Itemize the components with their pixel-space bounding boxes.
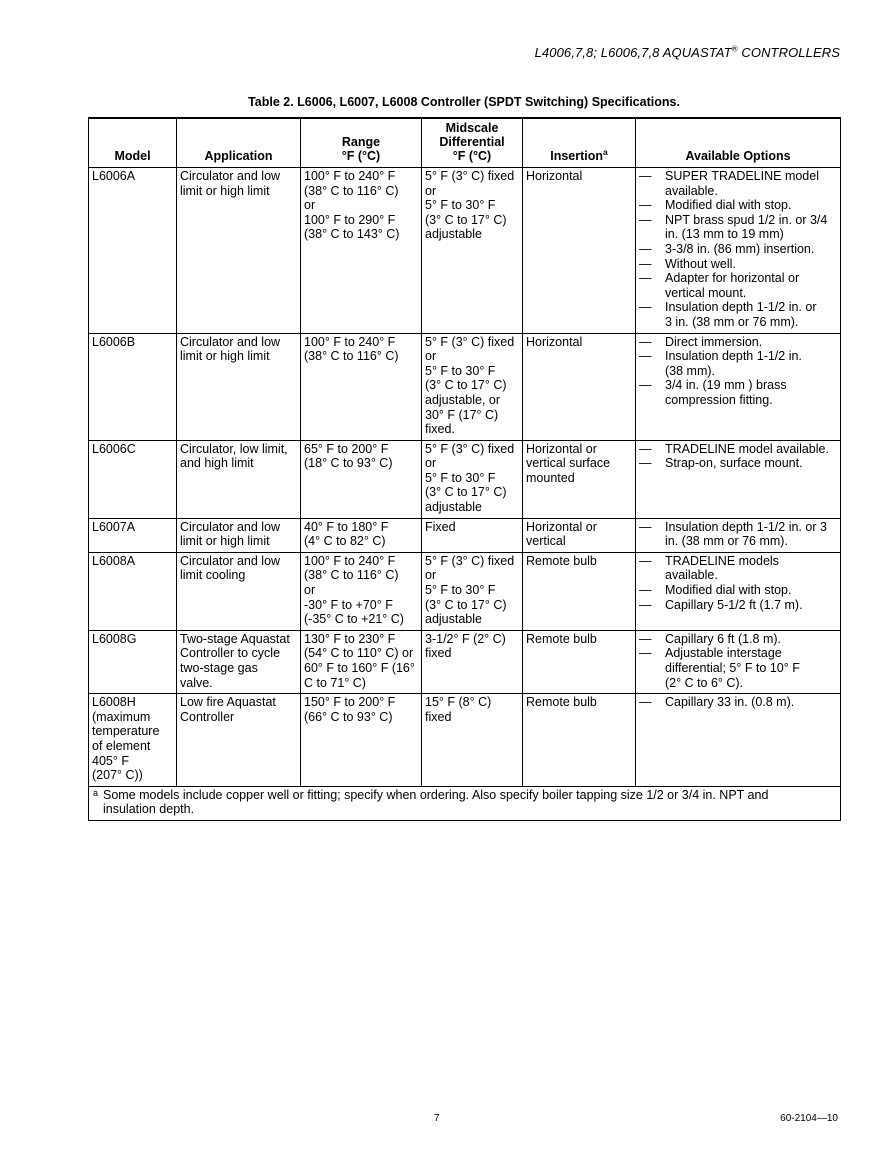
option-item bbox=[639, 442, 837, 457]
footnote-mark: a bbox=[93, 787, 99, 798]
footnote-row bbox=[89, 786, 841, 820]
option-text: 3/4 in. (19 mm ) brass compression fitting. bbox=[665, 378, 787, 407]
cell-application: Two-stage Aquastat Controller to cycle two-stage gas valve. bbox=[177, 630, 301, 693]
cell-range: 40° F to 180° F (4° C to 82° C) bbox=[301, 518, 422, 552]
option-text: Insulation depth 1-1/2 in. or 3 in. (38 mm or 76 mm). bbox=[665, 519, 827, 549]
table-row bbox=[89, 440, 841, 518]
cell-differential: 5° F (3° C) fixed or 5° F to 30° F (3° C to 17° C) adjustable bbox=[422, 552, 523, 630]
cell-application: Circulator, low limit, and high limit bbox=[177, 440, 301, 518]
option-dash: — bbox=[639, 553, 652, 568]
cell-differential: 15° F (8° C) fixed bbox=[422, 694, 523, 787]
option-dash: — bbox=[639, 456, 652, 471]
cell-model: L6006B bbox=[89, 333, 177, 440]
option-item bbox=[639, 632, 837, 647]
option-item bbox=[639, 300, 837, 329]
cell-insertion: Remote bulb bbox=[523, 552, 636, 630]
cell-insertion: Horizontal or vertical bbox=[523, 518, 636, 552]
option-dash: — bbox=[639, 441, 652, 456]
running-header bbox=[535, 45, 840, 60]
option-item bbox=[639, 598, 837, 613]
option-dash: — bbox=[639, 597, 652, 612]
option-item bbox=[639, 520, 837, 549]
option-dash: — bbox=[639, 583, 652, 598]
option-text: Capillary 33 in. (0.8 m). bbox=[665, 695, 795, 710]
option-dash: — bbox=[639, 646, 652, 661]
header-available-options: Available Options bbox=[636, 118, 841, 168]
table-footnote bbox=[89, 786, 841, 820]
cell-available-options bbox=[636, 518, 841, 552]
cell-application: Circulator and low limit cooling bbox=[177, 552, 301, 630]
footnote-text: Some models include copper well or fitting; specify when ordering. Also specify boiler tapping size 1/2 or 3/4 in. NPT and insulation depth. bbox=[103, 787, 769, 817]
option-text: Adapter for horizontal or vertical mount. bbox=[665, 271, 800, 300]
cell-range: 100° F to 240° F (38° C to 116° C) or -30° F to +70° F (-35° C to +21° C) bbox=[301, 552, 422, 630]
cell-model: L6006A bbox=[89, 168, 177, 334]
option-dash: — bbox=[639, 300, 652, 315]
running-header-text: L4006,7,8; L6006,7,8 AQUASTAT bbox=[534, 45, 732, 60]
option-text: Direct immersion. bbox=[665, 334, 763, 349]
cell-available-options bbox=[636, 552, 841, 630]
option-text: TRADELINE model available. bbox=[665, 441, 829, 456]
table-row bbox=[89, 518, 841, 552]
option-item bbox=[639, 646, 837, 690]
option-dash: — bbox=[639, 631, 652, 646]
option-text: TRADELINE models available. bbox=[665, 553, 779, 583]
option-item bbox=[639, 271, 837, 300]
option-dash: — bbox=[639, 241, 652, 256]
option-text: NPT brass spud 1/2 in. or 3/4 in. (13 mm to 19 mm) bbox=[665, 212, 828, 242]
table-row bbox=[89, 552, 841, 630]
option-item bbox=[639, 456, 837, 471]
option-dash: — bbox=[639, 519, 652, 534]
cell-model: L6006C bbox=[89, 440, 177, 518]
cell-differential: 3-1/2° F (2° C) fixed bbox=[422, 630, 523, 693]
table-row bbox=[89, 168, 841, 334]
cell-insertion: Horizontal bbox=[523, 333, 636, 440]
option-item bbox=[639, 349, 837, 378]
option-item bbox=[639, 242, 837, 257]
running-header-suffix: CONTROLLERS bbox=[737, 45, 840, 60]
cell-application: Circulator and low limit or high limit bbox=[177, 333, 301, 440]
option-dash: — bbox=[639, 349, 652, 364]
option-item bbox=[639, 378, 837, 407]
cell-available-options bbox=[636, 333, 841, 440]
option-dash: — bbox=[639, 212, 652, 227]
cell-differential: Fixed bbox=[422, 518, 523, 552]
option-dash: — bbox=[639, 334, 652, 349]
header-application: Application bbox=[177, 118, 301, 168]
option-dash: — bbox=[639, 169, 652, 183]
cell-range: 100° F to 240° F (38° C to 116° C) bbox=[301, 333, 422, 440]
option-dash: — bbox=[639, 695, 652, 710]
table-caption: Table 2. L6006, L6007, L6008 Controller (SPDT Switching) Specifications. bbox=[248, 95, 680, 109]
option-text: Capillary 6 ft (1.8 m). bbox=[665, 631, 782, 646]
insertion-footnote-mark: a bbox=[603, 146, 608, 157]
cell-model: L6008G bbox=[89, 630, 177, 693]
option-dash: — bbox=[639, 198, 652, 213]
option-text: Modified dial with stop. bbox=[665, 583, 792, 598]
cell-available-options bbox=[636, 168, 841, 334]
option-item bbox=[639, 198, 837, 213]
table-header-row bbox=[89, 118, 841, 168]
table-row bbox=[89, 694, 841, 787]
option-item bbox=[639, 257, 837, 272]
cell-range: 130° F to 230° F (54° C to 110° C) or 60° F to 160° F (16° C to 71° C) bbox=[301, 630, 422, 693]
option-item bbox=[639, 695, 837, 710]
option-item bbox=[639, 213, 837, 242]
cell-available-options bbox=[636, 694, 841, 787]
option-text: Modified dial with stop. bbox=[665, 198, 792, 213]
header-model: Model bbox=[89, 118, 177, 168]
option-dash: — bbox=[639, 256, 652, 271]
header-differential: Midscale Differential °F (°C) bbox=[422, 118, 523, 168]
option-text: Capillary 5-1/2 ft (1.7 m). bbox=[665, 597, 803, 612]
option-dash: — bbox=[639, 378, 652, 393]
header-insertion: Insertion$^a$ bbox=[523, 118, 636, 168]
option-text: 3-3/8 in. (86 mm) insertion. bbox=[665, 241, 815, 256]
registered-mark: ® bbox=[731, 44, 738, 54]
option-item bbox=[639, 583, 837, 598]
cell-range: 65° F to 200° F (18° C to 93° C) bbox=[301, 440, 422, 518]
cell-model: L6008A bbox=[89, 552, 177, 630]
cell-insertion: Horizontal or vertical surface mounted bbox=[523, 440, 636, 518]
option-item bbox=[639, 335, 837, 350]
document-number: 60-2104—10 bbox=[780, 1113, 838, 1124]
cell-differential: 5° F (3° C) fixed or 5° F to 30° F (3° C to 17° C) adjustable bbox=[422, 168, 523, 334]
cell-application: Circulator and low limit or high limit bbox=[177, 518, 301, 552]
option-text: Strap-on, surface mount. bbox=[665, 456, 803, 471]
cell-range: 100° F to 240° F (38° C to 116° C) or 100° F to 290° F (38° C to 143° C) bbox=[301, 168, 422, 334]
option-text: Insulation depth 1-1/2 in. or 3 in. (38 mm or 76 mm). bbox=[665, 300, 817, 329]
cell-insertion: Remote bulb bbox=[523, 630, 636, 693]
option-text: Without well. bbox=[665, 256, 736, 271]
cell-differential: 5° F (3° C) fixed or 5° F to 30° F (3° C to 17° C) adjustable, or 30° F (17° C) fixed. bbox=[422, 333, 523, 440]
cell-available-options bbox=[636, 440, 841, 518]
option-text: SUPER TRADELINE model available. bbox=[665, 169, 819, 198]
option-item bbox=[639, 554, 837, 583]
cell-differential: 5° F (3° C) fixed or 5° F to 30° F (3° C to 17° C) adjustable bbox=[422, 440, 523, 518]
table-row bbox=[89, 630, 841, 693]
header-range: Range °F (°C) bbox=[301, 118, 422, 168]
cell-available-options bbox=[636, 630, 841, 693]
cell-application: Circulator and low limit or high limit bbox=[177, 168, 301, 334]
option-dash: — bbox=[639, 271, 652, 286]
cell-range: 150° F to 200° F (66° C to 93° C) bbox=[301, 694, 422, 787]
cell-insertion: Remote bulb bbox=[523, 694, 636, 787]
cell-insertion: Horizontal bbox=[523, 168, 636, 334]
cell-model: L6008H (maximum temperature of element 405° F (207° C)) bbox=[89, 694, 177, 787]
option-item bbox=[639, 169, 837, 198]
cell-model: L6007A bbox=[89, 518, 177, 552]
cell-application: Low fire Aquastat Controller bbox=[177, 694, 301, 787]
option-text: Insulation depth 1-1/2 in. (38 mm). bbox=[665, 349, 802, 378]
specifications-table bbox=[88, 117, 841, 821]
table-row bbox=[89, 333, 841, 440]
option-text: Adjustable interstage differential; 5° F to 10° F (2° C to 6° C). bbox=[665, 646, 800, 690]
page-number: 7 bbox=[434, 1113, 440, 1124]
